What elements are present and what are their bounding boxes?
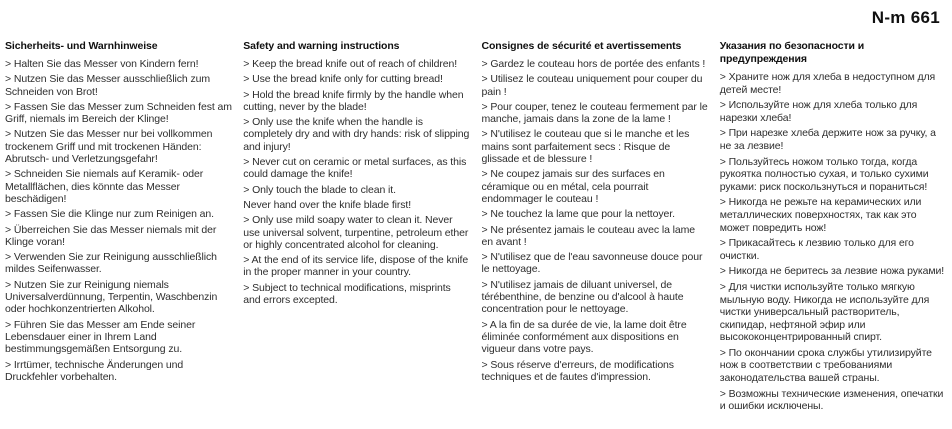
instruction-item: > Schneiden Sie niemals auf Keramik- oder Metallflächen, dies könnte das Messer beschädigen! bbox=[5, 168, 204, 205]
column-heading: Consignes de sécurité et avertissements bbox=[481, 40, 682, 52]
bullet-marker: > bbox=[481, 318, 490, 331]
instruction-item: > Nutzen Sie das Messer nur bei vollkommen trockenem Griff und mit trockenen Händen: Abrutsch- und Verletzungsgefahr! bbox=[5, 128, 213, 166]
bullet-marker: > bbox=[481, 73, 491, 86]
instruction-item: > Для чистки используйте только мягкую мыльную воду. Никогда не используйте для чистки универсальный растворитель, скипидар, нефтяной эфир или высококонцентрированный спирт. bbox=[719, 280, 930, 344]
bullet-marker: > bbox=[5, 168, 14, 181]
bullet-marker: > bbox=[481, 128, 491, 141]
bullet-marker: > bbox=[243, 254, 252, 267]
bullet-marker: > bbox=[481, 100, 491, 113]
instruction-item: > Only use the knife when the handle is completely dry and with dry hands: risk of slipping and injury! bbox=[243, 116, 470, 153]
instruction-item: > Keep the bread knife out of reach of children! bbox=[243, 58, 458, 70]
bullet-marker: > bbox=[719, 127, 729, 140]
instruction-item: > Ne présentez jamais le couteau avec la lame en avant ! bbox=[481, 223, 696, 248]
column-items bbox=[720, 71, 947, 413]
instruction-item: > N'utilisez que de l'eau savonneuse douce pour le nettoyage. bbox=[481, 251, 703, 276]
bullet-marker: > bbox=[5, 73, 14, 86]
instruction-item: > Прикасайтесь к лезвию только для его очистки. bbox=[719, 237, 914, 262]
instruction-item: > At the end of its service life, dispose of the knife in the proper manner in your country. bbox=[243, 254, 469, 279]
instruction-item: Never hand over the knife blade first! bbox=[243, 198, 412, 211]
instruction-item: > При нарезке хлеба держите нож за ручку, а не за лезвие! bbox=[719, 127, 936, 152]
language-columns bbox=[5, 40, 947, 416]
bullet-marker: > bbox=[719, 71, 729, 83]
column-de bbox=[5, 40, 232, 416]
instruction-item: > Nutzen Sie das Messer ausschließlich zum Schneiden von Brot! bbox=[5, 73, 211, 98]
bullet-marker: > bbox=[481, 278, 491, 291]
bullet-marker: > bbox=[5, 208, 14, 221]
instruction-item: > Ne touchez la lame que pour la nettoyer. bbox=[481, 208, 675, 221]
bullet-marker: > bbox=[243, 58, 253, 70]
instruction-item: > Subject to technical modifications, misprints and errors excepted. bbox=[243, 281, 451, 307]
column-heading: Указания по безопасности и предупреждения bbox=[719, 40, 865, 65]
column-heading: Sicherheits- und Warnhinweise bbox=[5, 40, 158, 52]
column-ru bbox=[720, 40, 947, 416]
instruction-item: > Пользуйтесь ножом только тогда, когда рукоятка полностью сухая, и только сухими руками: риск поскользнуться и пораниться! bbox=[719, 155, 929, 193]
bullet-marker: > bbox=[243, 116, 253, 129]
bullet-marker: > bbox=[481, 223, 491, 236]
instruction-item: > Verwenden Sie zur Reinigung ausschließlich mildes Seifenwasser. bbox=[5, 251, 217, 276]
model-number: N-m 661 bbox=[871, 8, 940, 27]
column-heading: Safety and warning instructions bbox=[243, 40, 400, 52]
instruction-item: > Führen Sie das Messer am Ende seiner Lebensdauer einer in Ihrem Land bestimmungsgemäßen Entsorgung zu. bbox=[5, 318, 196, 356]
bullet-marker: > bbox=[5, 128, 14, 141]
column-items bbox=[482, 58, 709, 383]
instruction-item: > Never cut on ceramic or metal surfaces, as this could damage the knife! bbox=[243, 156, 467, 181]
instruction-item: > Fassen Sie die Klinge nur zum Reinigen an. bbox=[5, 208, 214, 221]
instruction-item: > Ne coupez jamais sur des surfaces en céramique ou en métal, cela pourrait endommager le couteau ! bbox=[481, 168, 665, 205]
instruction-item: > Храните нож для хлеба в недоступном для детей месте! bbox=[719, 71, 936, 96]
instruction-item: > Halten Sie das Messer von Kindern fern! bbox=[5, 58, 199, 70]
bullet-marker: > bbox=[243, 183, 253, 196]
bullet-marker: > bbox=[243, 214, 253, 227]
instruction-item: > N'utilisez le couteau que si le manche et les mains sont parfaitement secs : Risque de glissade et de blessure ! bbox=[481, 128, 690, 166]
instruction-item: > Hold the bread knife firmly by the handle when cutting, never by the blade! bbox=[243, 88, 464, 113]
bullet-marker: > bbox=[243, 88, 253, 101]
bullet-marker: > bbox=[481, 208, 491, 221]
bullet-marker: > bbox=[719, 99, 729, 112]
instruction-item: > N'utilisez jamais de diluant universel, de térébenthine, de benzine ou d'alcool à haute concentration pour le nettoyage. bbox=[481, 278, 684, 316]
instruction-item: > Utilisez le couteau uniquement pour couper du pain ! bbox=[481, 73, 703, 98]
bullet-marker: > bbox=[719, 280, 729, 293]
bullet-marker: > bbox=[243, 156, 253, 169]
instruction-item: > A la fin de sa durée de vie, la lame doit être éliminée conformément aux dispositions en vigueur dans votre pays. bbox=[481, 318, 687, 356]
bullet-marker: > bbox=[719, 237, 729, 250]
instruction-item: > Никогда не режьте на керамических или металлических поверхностях, так как это может повредить нож! bbox=[719, 196, 922, 234]
instruction-item: > Use the bread knife only for cutting bread! bbox=[243, 73, 443, 86]
bullet-marker: > bbox=[243, 281, 253, 294]
instruction-item: > Only touch the blade to clean it. bbox=[243, 183, 396, 196]
instruction-item: > Gardez le couteau hors de portée des enfants ! bbox=[481, 58, 706, 70]
bullet-marker: > bbox=[5, 100, 14, 113]
column-items bbox=[5, 58, 232, 383]
bullet-marker: > bbox=[719, 196, 729, 209]
bullet-marker: > bbox=[5, 251, 14, 264]
instruction-item: > Überreichen Sie das Messer niemals mit der Klinge voran! bbox=[5, 223, 217, 248]
bullet-marker: > bbox=[243, 73, 253, 86]
column-items bbox=[243, 58, 470, 306]
instruction-item: > Nutzen Sie zur Reinigung niemals Universalverdünnung, Terpentin, Waschbenzin oder hochkonzentrierten Alkohol. bbox=[5, 278, 218, 316]
instruction-item: > Никогда не беритесь за лезвие ножа руками! bbox=[719, 265, 945, 278]
instruction-item: > По окончании срока службы утилизируйте нож в соответствии с требованиями законодательства вашей страны. bbox=[719, 346, 932, 385]
bullet-marker: > bbox=[719, 265, 729, 278]
bullet-marker: > bbox=[719, 346, 729, 359]
bullet-marker: > bbox=[481, 168, 491, 181]
instruction-item: > Fassen Sie das Messer zum Schneiden fest am Griff, niemals im Bereich der Klinge! bbox=[5, 100, 232, 126]
instruction-item: > Irrtümer, technische Änderungen und Druckfehler vorbehalten. bbox=[5, 358, 184, 383]
bullet-marker: > bbox=[5, 58, 14, 70]
instruction-item: > Используйте нож для хлеба только для нарезки хлеба! bbox=[719, 99, 918, 124]
bullet-marker: > bbox=[5, 358, 14, 371]
instruction-item: > Sous réserve d'erreurs, de modifications techniques et de fautes d'impression. bbox=[481, 358, 674, 383]
instruction-item: > Only use mild soapy water to clean it. Never use universal solvent, turpentine, petroleum ether or highly concentrated alcohol for cleaning. bbox=[243, 214, 469, 251]
bullet-marker: > bbox=[719, 155, 729, 168]
bullet-marker: > bbox=[481, 251, 491, 264]
bullet-marker: > bbox=[5, 223, 14, 236]
bullet-marker: > bbox=[719, 387, 729, 400]
bullet-marker: > bbox=[5, 318, 14, 331]
bullet-marker: > bbox=[481, 58, 491, 70]
instruction-item: > Возможны технические изменения, опечатки и ошибки исключены. bbox=[719, 387, 944, 413]
bullet-marker: > bbox=[5, 278, 14, 291]
column-en bbox=[243, 40, 470, 416]
column-fr bbox=[482, 40, 709, 416]
instruction-item: > Pour couper, tenez le couteau fermement par le manche, jamais dans la zone de la lame ! bbox=[481, 100, 708, 126]
bullet-marker: > bbox=[481, 358, 491, 371]
